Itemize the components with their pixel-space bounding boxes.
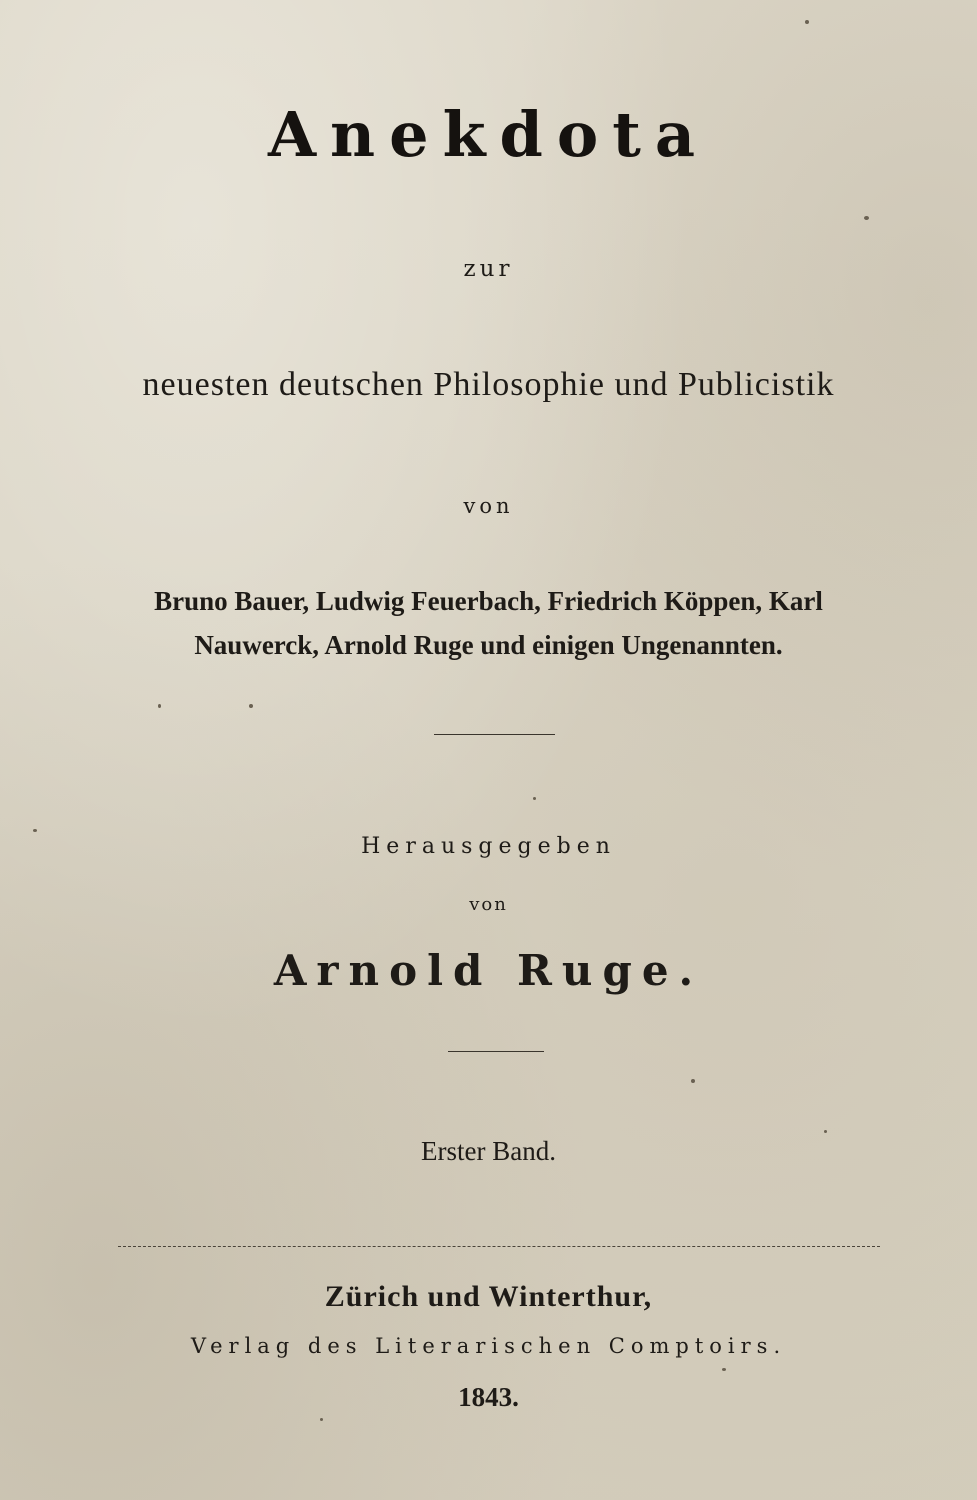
paper-speck	[158, 704, 161, 708]
authors-line-1: Bruno Bauer, Ludwig Feuerbach, Friedrich Köppen, Karl	[154, 586, 823, 616]
divider-rule-1	[434, 734, 555, 735]
book-subtitle: neuesten deutschen Philosophie und Publicistik	[142, 366, 835, 403]
paper-speck	[722, 1368, 726, 1371]
paper-speck	[691, 1079, 695, 1083]
edited-label: Herausgegeben	[361, 834, 616, 859]
paper-speck	[249, 704, 253, 708]
edited-by-label: von	[469, 894, 508, 915]
authors-line-2: Nauwerck, Arnold Ruge und einigen Ungenannten.	[194, 630, 783, 660]
paper-speck	[533, 797, 536, 800]
divider-rule-2	[448, 1051, 544, 1052]
book-title: Anekdota	[267, 98, 710, 171]
paper-speck	[824, 1130, 827, 1133]
editor-name: Arnold Ruge.	[273, 946, 704, 995]
paper-speck	[320, 1418, 323, 1421]
paper-speck	[864, 216, 869, 220]
volume-label: Erster Band.	[421, 1136, 556, 1166]
imprint-rule	[118, 1246, 880, 1247]
publisher-name: Verlag des Literarischen Comptoirs.	[190, 1334, 787, 1358]
publication-place: Zürich und Winterthur,	[324, 1280, 653, 1313]
paper-speck	[805, 20, 809, 24]
title-connector: zur	[463, 256, 514, 282]
publication-year: 1843.	[458, 1382, 519, 1412]
paper-speck	[33, 829, 37, 832]
by-label: von	[463, 494, 514, 518]
